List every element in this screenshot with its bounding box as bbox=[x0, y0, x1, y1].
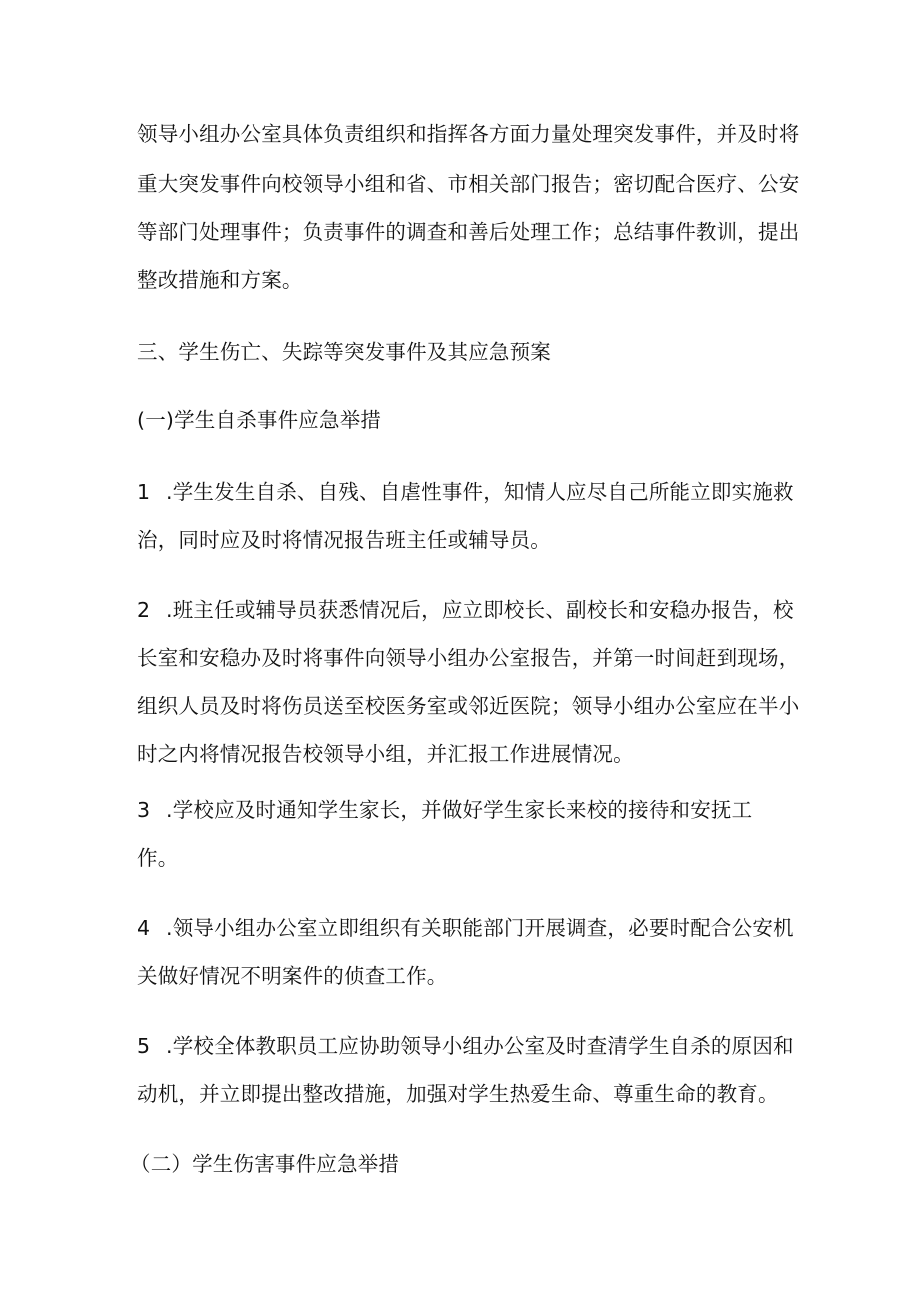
item-line: .学生发生自杀、自残、自虐性事件，知情人应尽自己所能立即实施救 bbox=[166, 480, 794, 504]
subsection-heading: （二）学生伤害事件应急举措 bbox=[130, 1152, 400, 1176]
subsection-heading: (一)学生自杀事件应急举措 bbox=[137, 408, 382, 432]
item-line: 长室和安稳办及时将事件向领导小组办公室报告，并第一时间赶到现场， bbox=[137, 646, 800, 670]
item-line: .领导小组办公室立即组织有关职能部门开展调查，必要时配合公安机 bbox=[166, 916, 794, 940]
item-number: 2 bbox=[137, 598, 151, 622]
item-line: 治，同时应及时将情况报告班主任或辅导员。 bbox=[137, 528, 551, 552]
item-line: 时之内将情况报告校领导小组，并汇报工作进展情况。 bbox=[137, 742, 634, 766]
section-heading: 三、学生伤亡、失踪等突发事件及其应急预案 bbox=[137, 340, 551, 364]
item-number: 4 bbox=[137, 916, 151, 940]
item-line: .班主任或辅导员获悉情况后，应立即校长、副校长和安稳办报告，校 bbox=[166, 598, 794, 622]
item-line: .学校应及时通知学生家长，并做好学生家长来校的接待和安抚工 bbox=[166, 798, 753, 822]
item-line: .学校全体教职员工应协助领导小组办公室及时查清学生自杀的原因和 bbox=[166, 1034, 794, 1058]
paragraph-line: 等部门处理事件；负责事件的调查和善后处理工作；总结事件教训，提出 bbox=[137, 220, 800, 244]
paragraph-line: 整改措施和方案。 bbox=[137, 268, 303, 292]
paragraph-line: 重大突发事件向校领导小组和省、市相关部门报告；密切配合医疗、公安 bbox=[137, 172, 800, 196]
item-line: 关做好情况不明案件的侦查工作。 bbox=[137, 964, 448, 988]
paragraph-line: 领导小组办公室具体负责组织和指挥各方面力量处理突发事件，并及时将 bbox=[137, 122, 800, 146]
item-number: 3 bbox=[137, 798, 151, 822]
item-line: 动机，并立即提出整改措施，加强对学生热爱生命、尊重生命的教育。 bbox=[137, 1082, 779, 1106]
item-number: 5 bbox=[137, 1034, 151, 1058]
item-line: 组织人员及时将伤员送至校医务室或邻近医院；领导小组办公室应在半小 bbox=[137, 694, 800, 718]
item-number: 1 bbox=[137, 480, 151, 504]
item-line: 作。 bbox=[137, 846, 179, 870]
